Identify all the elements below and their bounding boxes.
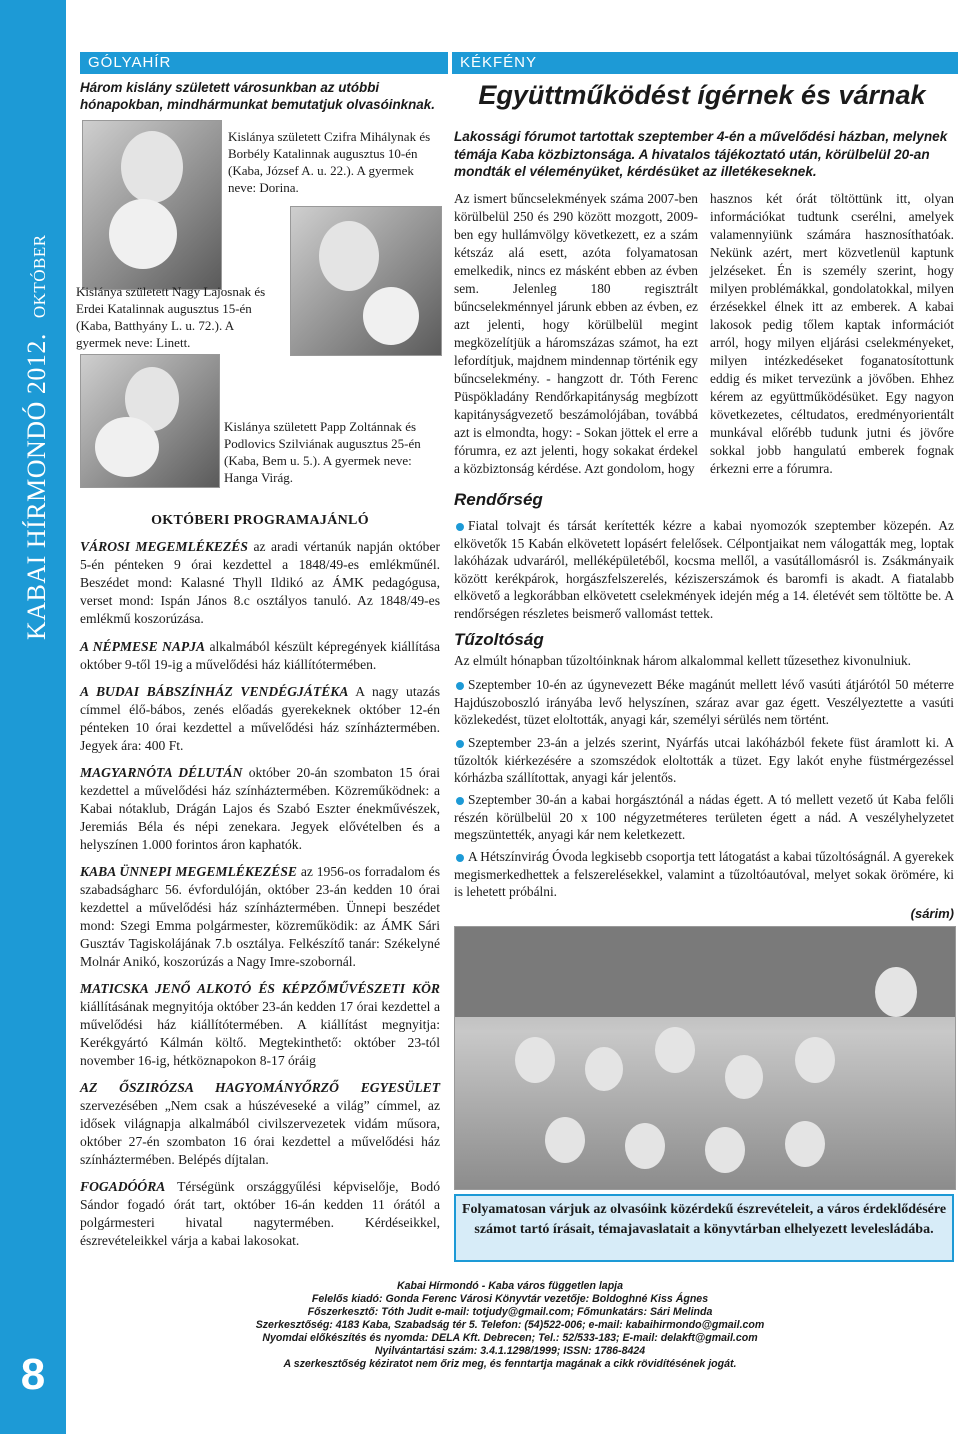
program-item: VÁROSI MEGEMLÉKEZÉS az aradi vértanúk napján október 5-én pénteken 9 órai kezdettel a 1848/49-es emlékműnél. Beszédet mond: Kalasné Thyll Ildikó az ÁMK pedagógusa, verset mond: Ispán János 8.c osztályos tanuló. Az 1848/49-es emlékmű koszorúzása.	[80, 539, 441, 626]
fire-item: Szeptember 10-én az úgynevezett Béke magánút mellett lévő vasúti átjárótól 50 méterre Hajdúszoboszló irányába levő helyszínen, száraz avar gaz égett. Veszélyeztette a vasúti közlekedést, tüzet eloltották, anyagi kár, személyi sérülés nem történt.	[454, 677, 954, 727]
imprint-line: A szerkesztőség kéziratot nem őriz meg, és fenntartja magának a cikk rövidítésének jogát.	[283, 1358, 737, 1370]
program-item: AZ ŐSZIRÓZSA HAGYOMÁNYŐRZŐ EGYESÜLET szervezésében „Nem csak a húszéveseké a világ” címmel, az idősek világnapja alkalmából civilszervezetek vidám műsora, október 27-én szombaton 16 órai kezdettel a művelődési ház színháztermében. Belépés díjtalan.	[80, 1080, 440, 1167]
baby-caption-1: Kislánya született Czifra Mihálynak és Borbély Katalinnak augusztus 10-én (Kaba, József A. u. 22.). A gyermek neve: Dorina.	[228, 129, 431, 195]
section-label-golyahir: GÓLYAHÍR	[80, 52, 448, 74]
program-item: A BUDAI BÁBSZÍNHÁZ VENDÉGJÁTÉKA A nagy utazás címmel élő-bábos, zenés előadás gyerekeknek október 12-én pénteken 10 órai kezdettel a művelődési ház színháztermében. Jegyek ára: 400 Ft.	[80, 684, 440, 753]
page-number: 8	[20, 1350, 46, 1399]
page-sidebar	[0, 0, 66, 1434]
fire-heading: Tűzoltóság	[454, 630, 544, 649]
imprint-line: Felelős kiadó: Gonda Ferenc Városi Könyvtár vezetője: Boldoghné Kiss Ágnes	[311, 1293, 709, 1305]
baby-photo-1	[82, 120, 222, 290]
baby-photo-2	[290, 206, 442, 356]
golyahir-intro: Három kislány született városunkban az utóbbi hónapokban, mindhármunkat bemutatjuk olvasóinknak.	[80, 80, 435, 112]
article-subhead: Lakossági fórumot tartottak szeptember 4-én a művelődési házban, melynek témája Kaba közbiztonsága. A hivatalos tájékoztató után, körülbelül 20-an mondták el véleményüket, kérdésüket az illetékeseknek.	[454, 129, 948, 179]
masthead-month: OKTÓBER	[30, 234, 49, 319]
police-text: Fiatal tolvajt és társát kerítették kézre a kabai nyomozók szeptember közepén. Az elkövetők 15 Kabán elkövetett lopásért felelősek. Célpontjaikat nem válogatták meg, loptak lakóházak udvaráról, melléképületéből, kocsma mellől, a vasútállomásról is. Zsákmányaik között kerékpárok, horgászfelszerelés, kéziszerszámok és baromfi is akadt. A fiatalabb elkövető a legkorábban elkövetett cselekmények idején még a 14. életévét sem töltötte be. A rendőrségen részletes beismerő vallomást tettek.	[454, 518, 954, 621]
program-item: KABA ÜNNEPI MEGEMLÉKEZÉSE az 1956-os forradalom és szabadságharc 56. évfordulóján, október 23-án kedden 10 órai kezdettel a művelődési ház színháztermében. Ünnepi beszédet mond: Szegi Emma polgármester, közreműködik: az ÁMK Sári Gusztáv Tagiskolájának 7.b osztálya. Felkészítő tanár: Székelyné Molnár Anikó, koszorúzás a Nagy Imre-szobornál.	[80, 864, 440, 969]
article-col-2: hasznos két órát töltöttünk itt, olyan információkat tudtunk cserélni, amelyek valamennyiünk számára hasznosíthatóak. Nekünk azért, mert közvetlenül kaptunk jelzéseket. Én is személy szerint, hogy milyen problémákkal, gondolatokkal, milyen érzésekkel élnek itt az emberek. A kabai lakosok pedig tőlem kaptak információt arról, hogy milyen eljárási cselekményeket, milyen intézkedéseket foganatosítottunk eddig és miket tervezünk a jövőben. Ehhez kérem az együttműködésüket. Egy nagyon következetes, céltudatos, eredményorientált munkával előrébb tudunk jutni és jövőre sokkal jobb hangulatú emberek fognak érkezni erre a fórumra.	[710, 191, 954, 476]
police-heading: Rendőrség	[454, 490, 543, 509]
imprint-line: Főszerkesztő: Tóth Judit e-mail: totjudy@gmail.com; Főmunkatárs: Sári Melinda	[307, 1306, 713, 1318]
imprint-line: Kabai Hírmondó - Kaba város független lapja	[396, 1280, 624, 1292]
imprint	[70, 1280, 950, 1371]
baby-photo-3	[80, 354, 220, 488]
fire-item: A Hétszínvirág Óvoda legkisebb csoportja tett látogatást a kabai tűzoltóságnál. A gyerekek megismerkedhettek a felszerelésekkel, valamint a tűzoltóautóval, melyet sokak örömére, ki is lehetett próbálni.	[454, 849, 954, 899]
author-signature: (sárim)	[910, 906, 954, 921]
baby-caption-2: Kislánya született Nagy Lajosnak és Erdei Katalinnak augusztus 15-én (Kaba, Batthyány L. u. 72.). A gyermek neve: Linett.	[76, 284, 266, 350]
masthead-title: KABAI HÍRMONDÓ 2012.	[22, 333, 51, 640]
imprint-line: Nyilvántartási szám: 3.4.1.1298/1999; ISSN: 1786-8424	[374, 1345, 646, 1357]
article-col-1: Az ismert bűncselekmények száma 2007-ben körülbelül 250 és 290 között mozgott, 2009-ben egy hullámvölgy következett, ez a szám kétszáz alá esett, azóta folyamatosan emelkedik, nincs ez másként ebben az évben sem. Jelenleg 180 regisztrált bűncselekménnyel járunk ebben az évben, ez azt jelenti, hogy körülbelül megint megközelítjük a háromszázas számot, ha ezt lefordítjuk, majdnem mindennap történik egy bűncselekmény. - hangzott dr. Tóth Ferenc Püspökladány Rendőrkapitányság megbízott kapitányságvezető beszámolójában, továbbá azt is elmondta, hogy: - Sokan jöttek el erre a fórumra, ez azt jelenti, hogy sokakat érdekel a közbiztonság kérdése. Azt gondolom, hogy	[454, 191, 698, 476]
fire-intro: Az elmúlt hónapban tűzoltóinknak három alkalommal kellett tűzesethez kivonulniuk.	[454, 653, 912, 668]
article-headline: Együttműködést ígérnek és várnak	[478, 80, 926, 110]
program-item: A NÉPMESE NAPJA alkalmából készült képregények kiállítása október 9-től 19-ig a művelődési ház kiállítótermében.	[80, 639, 440, 672]
imprint-line: Nyomdai előkészítés és nyomda: DELA Kft. Debrecen; Tel.: 52/533-183; E-mail: delakft@gmail.com	[262, 1332, 758, 1344]
imprint-line: Szerkesztőség: 4183 Kaba, Szabadság tér 5. Telefon: (54)522-006; e-mail: kabaihirmondo@gmail.com	[255, 1319, 765, 1331]
vertical-masthead	[22, 234, 52, 640]
kindergarten-group-photo	[454, 926, 956, 1190]
program-item: MAGYARNÓTA DÉLUTÁN október 20-án szombaton 15 órai kezdettel a művelődési ház színháztermében. Közreműködnek: a Kabai nótaklub, Drágán Lajos és Szabó Eszter énekművészek, Jeremiás Béla és népi zenekara. Jegyek elővételben és a helyszínen 1.000 forintos áron kaphatók.	[80, 765, 441, 852]
section-label-kekfeny: KÉKFÉNY	[452, 52, 958, 74]
reader-callout-box: Folyamatosan várjuk az olvasóink közérdekű észrevételeit, a város érdeklődésére számot tartó írásait, témajavaslatait a könyvtárban elhelyezett levelesládába.	[454, 1194, 954, 1262]
program-list	[80, 538, 440, 1250]
program-item: FOGADÓÓRA Térségünk országgyűlési képviselője, Bodó Sándor fogadó órát tart, október 16-án kedden 11 órától a polgármesteri hivatal nagytermében. Kérdéseikkel, észrevételeikkel várja a kabai lakosokat.	[80, 1179, 440, 1248]
fire-item: Szeptember 30-án a kabai horgásztónál a nádas égett. A tó mellett vezető út Kaba felőli részén körülbelül 20 x 100 négyzetméteres területen égett a nád. A veszélyhelyzetet megszüntették, anyagi kár nem keletkezett.	[454, 792, 954, 842]
baby-caption-3: Kislánya született Papp Zoltánnak és Podlovics Szilviának augusztus 25-én (Kaba, Bem u. 5.). A gyermek neve: Hanga Virág.	[224, 419, 421, 485]
program-title: OKTÓBERI PROGRAMAJÁNLÓ	[151, 513, 369, 528]
program-item: MATICSKA JENŐ ALKOTÓ ÉS KÉPZŐMŰVÉSZETI KÖR kiállításának megnyitója október 23-án kedden 17 órai kezdettel a művelődési ház kiállítótermében. A kiállítást megnyitja: Kerékgyártó Kálmán költő. Megtekinthető: október 23-tól november 16-ig, hétköznapokon 8-17 óráig	[80, 981, 440, 1068]
fire-item: Szeptember 23-án a jelzés szerint, Nyárfás utcai lakóházból fekete füst áramlott ki. A tűzoltók kiérkezésére a szomszédok eloltották a tüzet. Egy lakót enyhe füstmérgezéssel kórházba szállítottak, anyagi kár jelentős.	[454, 735, 954, 785]
